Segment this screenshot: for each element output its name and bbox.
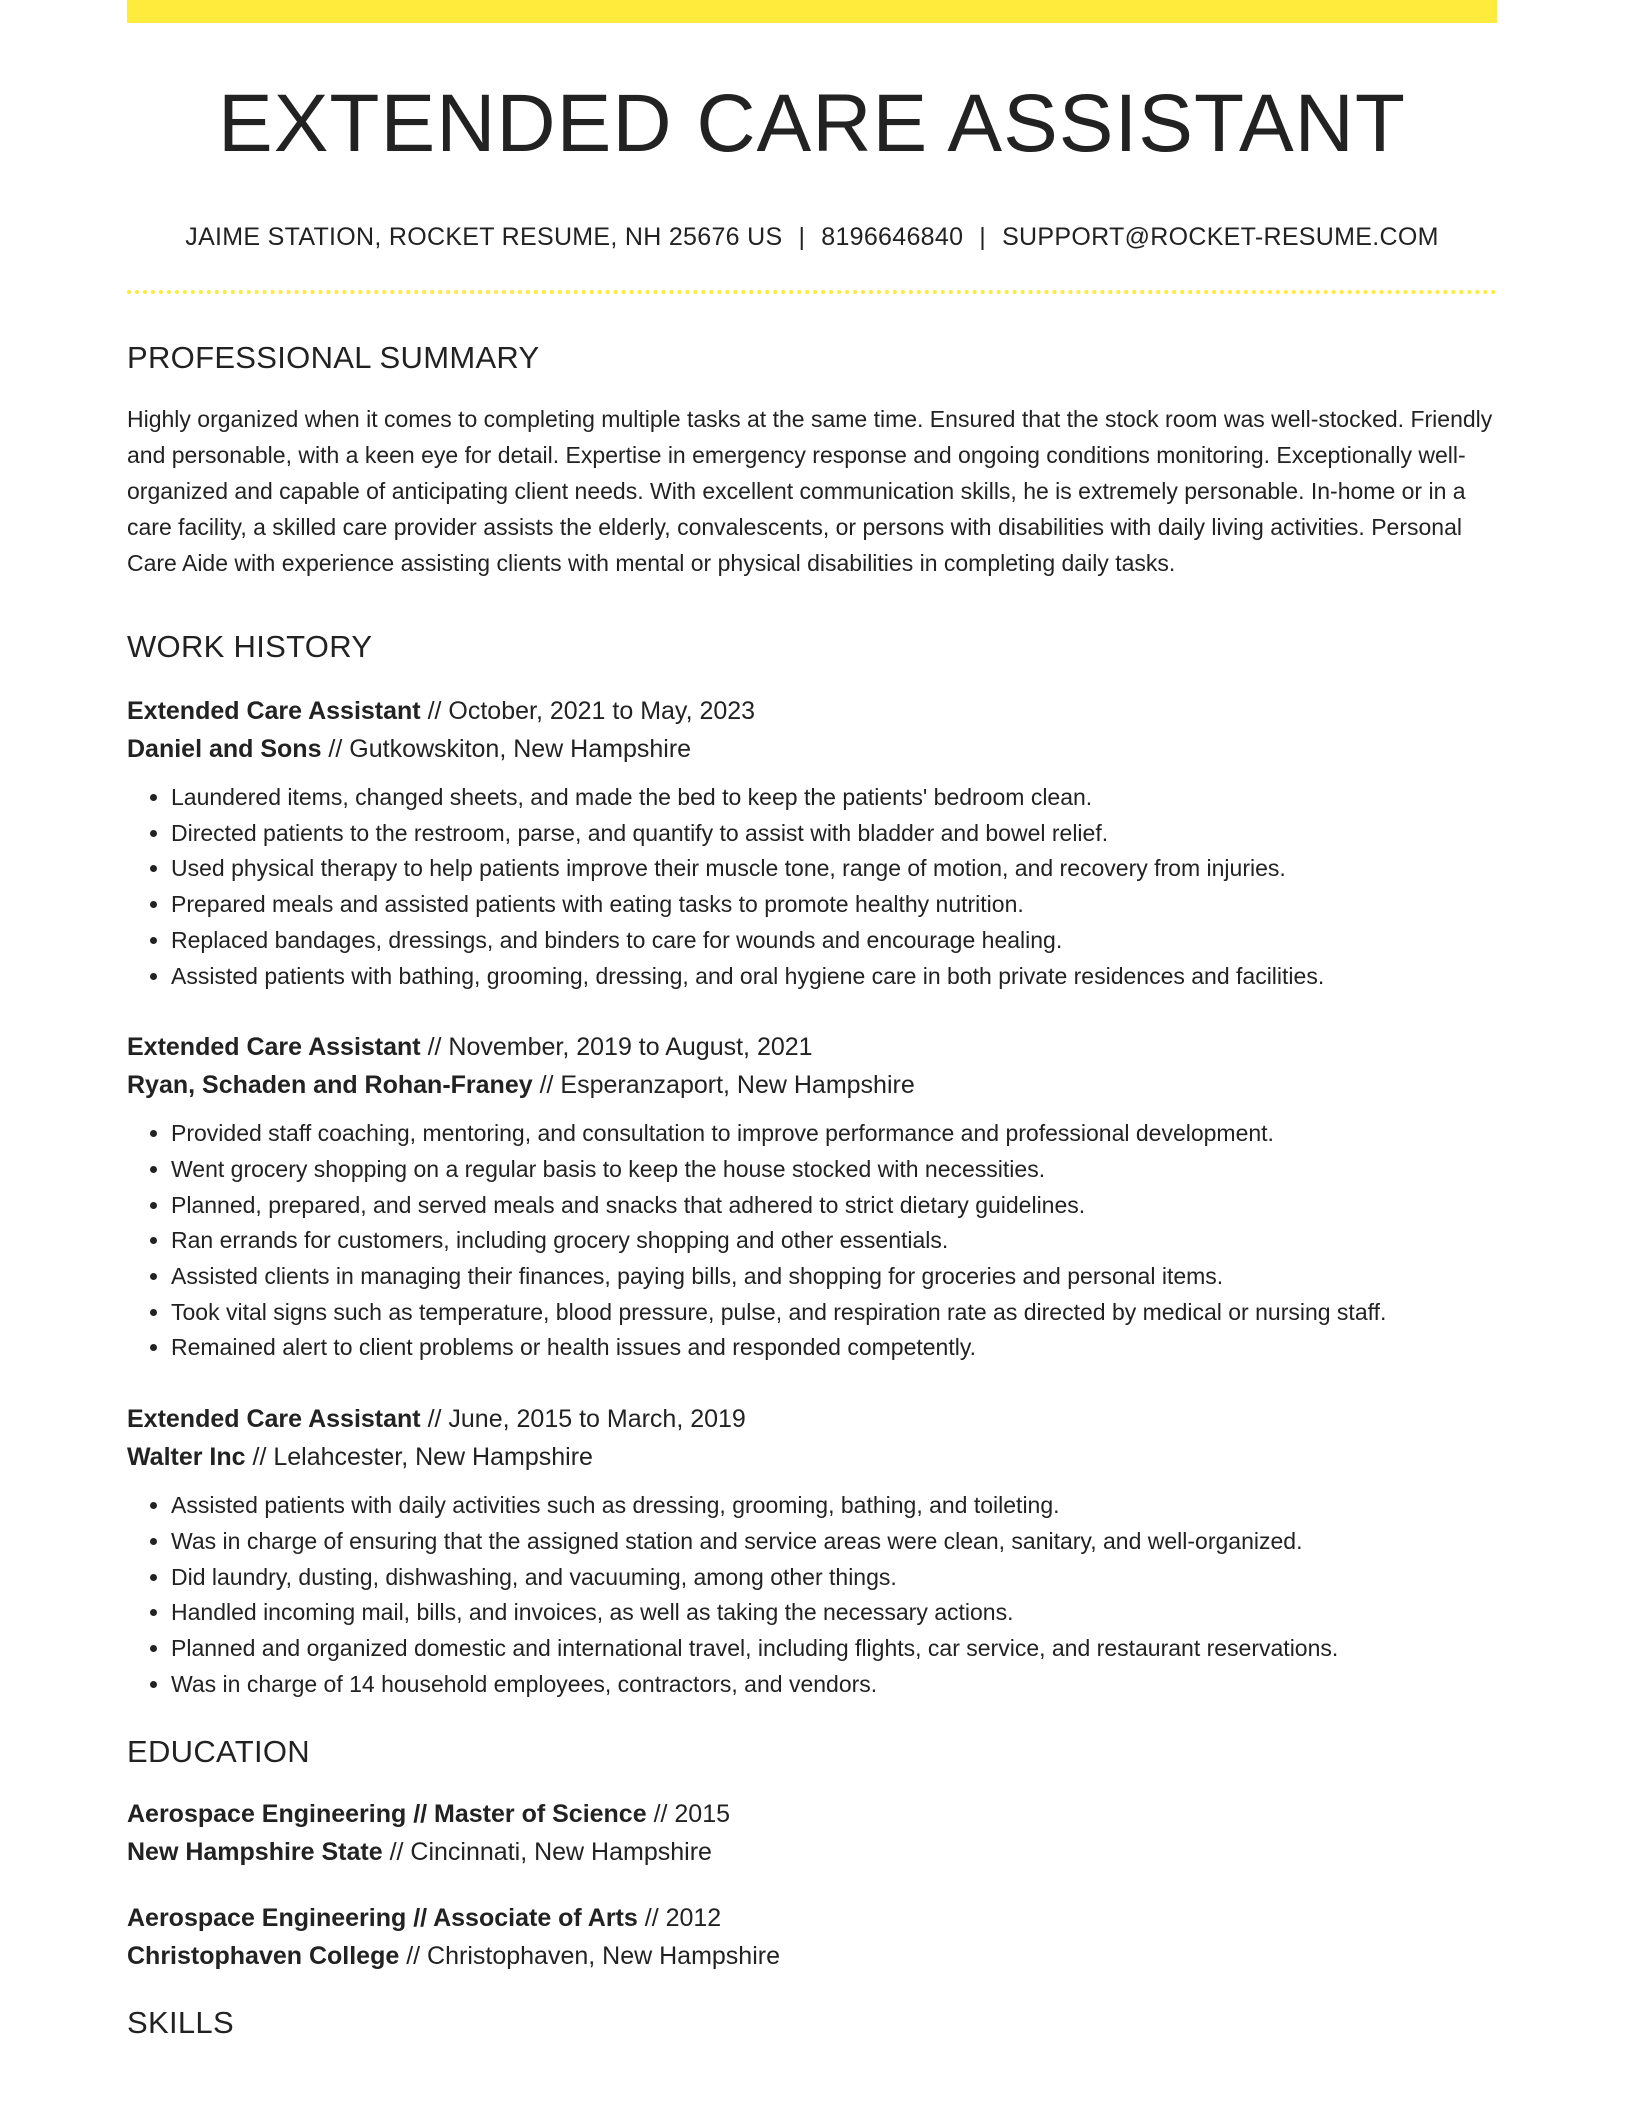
education-degree: Aerospace Engineering // Master of Science [127, 1800, 647, 1829]
job-dates: // October, 2021 to May, 2023 [420, 697, 756, 725]
job-bullet: • Took vital signs such as temperature, blood pressure, pulse, and respiration rate as directed by medical or nursing staff. [171, 1295, 1497, 1331]
job-bullets [127, 1116, 1497, 1366]
contact-separator: | [979, 223, 987, 251]
job-company: Daniel and Sons [127, 735, 322, 763]
job-bullet: • Assisted patients with bathing, grooming, dressing, and oral hygiene care in both private residences and facilities. [171, 959, 1497, 995]
education-school-line [127, 1937, 1497, 1975]
summary-text: Highly organized when it comes to completing multiple tasks at the same time. Ensured that the stock room was well-stocked. Friendly and personable, with a keen eye for detail. Expertise in emergency response and ongoing conditions monitoring. Exceptionally well-organized and capable of anticipating client needs. With excellent communication skills, he is extremely personable. In-home or in a care facility, a skilled care provider assists the elderly, convalescents, or persons with disabilities with daily living activities. Personal Care Aide with experience assisting clients with mental or physical disabilities in completing daily tasks. [127, 406, 1493, 576]
education-location: // Christophaven, New Hampshire [399, 1942, 780, 1971]
job-bullet: • Was in charge of ensuring that the assigned station and service areas were clean, sanitary, and well-organized. [171, 1524, 1497, 1560]
job-location: // Lelahcester, New Hampshire [245, 1443, 593, 1472]
job-bullet: • Laundered items, changed sheets, and made the bed to keep the patients' bedroom clean. [171, 780, 1497, 816]
job-bullet: • Handled incoming mail, bills, and invoices, as well as taking the necessary actions. [171, 1595, 1497, 1631]
dotted-divider [127, 290, 1497, 294]
summary-heading: PROFESSIONAL SUMMARY [127, 340, 540, 375]
education-heading: EDUCATION [127, 1734, 310, 1770]
education-location: // Cincinnati, New Hampshire [382, 1838, 712, 1867]
job-bullet: • Remained alert to client problems or health issues and responded competently. [171, 1330, 1497, 1366]
job-bullets [127, 780, 1497, 994]
resume-page [127, 0, 1497, 2041]
job-company-line [127, 1438, 1497, 1476]
contact-address: JAIME STATION, ROCKET RESUME, NH 25676 US [185, 223, 783, 251]
job-dates: // June, 2015 to March, 2019 [420, 1405, 746, 1434]
job-location: // Gutkowskiton, New Hampshire [321, 735, 692, 763]
job-entry [127, 1400, 1497, 1702]
job-location: // Esperanzaport, New Hampshire [532, 1071, 915, 1100]
contact-phone: 8196646840 [821, 223, 964, 251]
job-bullet: • Provided staff coaching, mentoring, and consultation to improve performance and professional development. [171, 1116, 1497, 1152]
job-bullet: • Assisted patients with daily activities such as dressing, grooming, bathing, and toileting. [171, 1488, 1497, 1524]
job-title: Extended Care Assistant [127, 1033, 421, 1062]
job-title-line [127, 692, 1497, 730]
job-bullet: • Went grocery shopping on a regular basis to keep the house stocked with necessities. [171, 1152, 1497, 1188]
job-bullet: • Used physical therapy to help patients improve their muscle tone, range of motion, and recovery from injuries. [171, 851, 1497, 887]
education-degree-line [127, 1795, 1497, 1833]
work-history-heading: WORK HISTORY [127, 629, 373, 664]
education-year: // 2015 [646, 1800, 731, 1829]
job-title-line [127, 1400, 1497, 1438]
education-school: Christophaven College [127, 1942, 400, 1971]
education-school-line [127, 1833, 1497, 1871]
job-entry [127, 692, 1497, 994]
education-degree-line [127, 1899, 1497, 1937]
job-bullets [127, 1488, 1497, 1702]
job-bullet: • Replaced bandages, dressings, and binders to care for wounds and encourage healing. [171, 923, 1497, 959]
accent-top-bar [127, 0, 1497, 23]
job-bullet: • Prepared meals and assisted patients with eating tasks to promote healthy nutrition. [171, 887, 1497, 923]
job-bullet: • Did laundry, dusting, dishwashing, and vacuuming, among other things. [171, 1560, 1497, 1596]
job-bullet: • Assisted clients in managing their finances, paying bills, and shopping for groceries and personal items. [171, 1259, 1497, 1295]
job-bullet: • Planned and organized domestic and international travel, including flights, car service, and restaurant reservations. [171, 1631, 1497, 1667]
education-school: New Hampshire State [127, 1838, 383, 1867]
contact-info [127, 223, 1497, 252]
resume-title: EXTENDED CARE ASSISTANT [218, 78, 1406, 169]
education-entry [127, 1795, 1497, 1871]
job-bullet: • Ran errands for customers, including grocery shopping and other essentials. [171, 1223, 1497, 1259]
job-company: Walter Inc [127, 1443, 246, 1472]
job-title: Extended Care Assistant [127, 697, 421, 725]
job-bullet: • Directed patients to the restroom, parse, and quantify to assist with bladder and bowel relief. [171, 816, 1497, 852]
job-company: Ryan, Schaden and Rohan-Franey [127, 1071, 533, 1100]
job-bullet: • Planned, prepared, and served meals and snacks that adhered to strict dietary guidelines. [171, 1188, 1497, 1224]
contact-email: SUPPORT@ROCKET-RESUME.COM [1002, 223, 1439, 251]
job-title-line [127, 1028, 1497, 1066]
education-entry [127, 1899, 1497, 1975]
job-bullet: • Was in charge of 14 household employees, contractors, and vendors. [171, 1667, 1497, 1703]
education-degree: Aerospace Engineering // Associate of Arts [127, 1904, 638, 1933]
job-company-line [127, 730, 1497, 768]
job-dates: // November, 2019 to August, 2021 [420, 1033, 813, 1062]
job-company-line [127, 1066, 1497, 1104]
job-entry [127, 1028, 1497, 1366]
job-title: Extended Care Assistant [127, 1405, 421, 1434]
skills-heading: SKILLS [127, 2005, 234, 2041]
education-year: // 2012 [637, 1904, 722, 1933]
contact-separator: | [798, 223, 806, 251]
